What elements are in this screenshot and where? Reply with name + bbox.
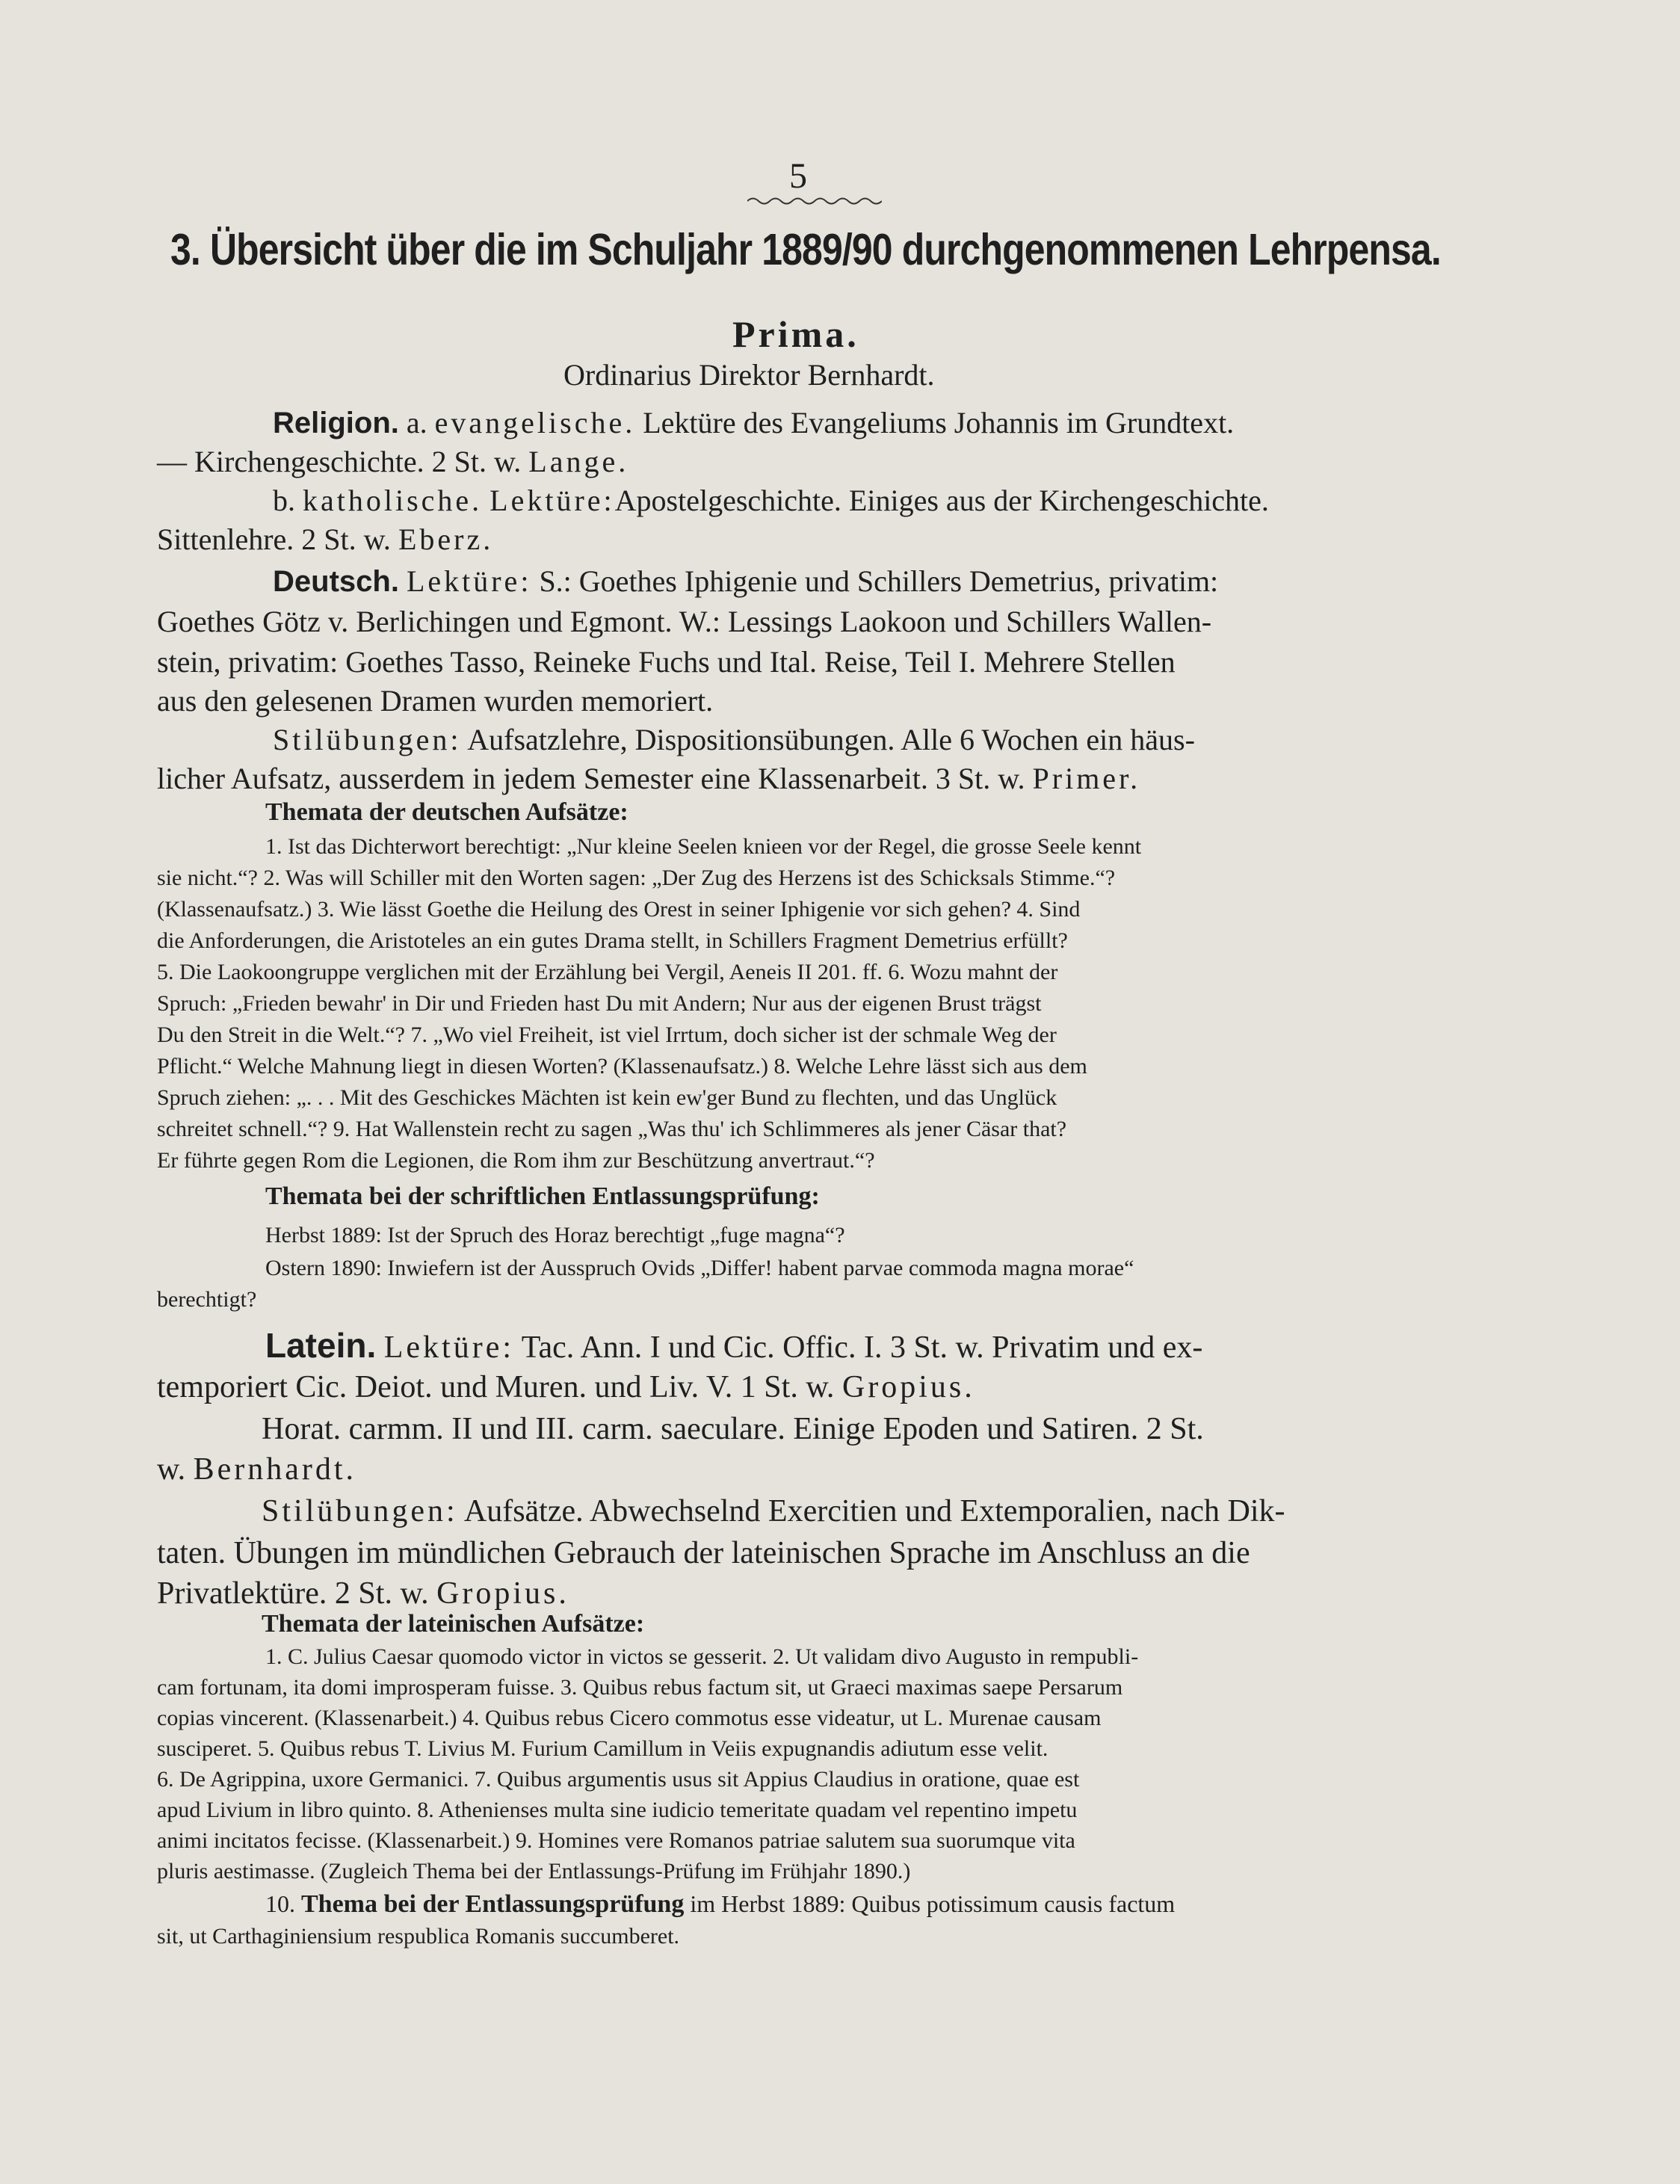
teacher-name: Eberz. <box>398 522 494 556</box>
latein-label: Latein. <box>265 1326 377 1365</box>
latein-line-2: temporiert Cic. Deiot. und Muren. und Liv. V. 1 St. w. Gropius. <box>157 1370 975 1404</box>
teacher-name: Gropius. <box>436 1576 569 1611</box>
teacher-name: Gropius. <box>841 1370 975 1404</box>
religion-line-4: Sittenlehre. 2 St. w. Eberz. <box>157 522 494 556</box>
themata-line: schreitet schnell.“? 9. Hat Wallenstein recht zu sagen „Was thu' ich Schlimmeres als jener Cäsar that? <box>157 1117 1067 1141</box>
deutsch-stil-line-2: licher Aufsatz, ausserdem in jedem Semester eine Klassenarbeit. 3 St. w. Primer. <box>157 762 1141 795</box>
themata-line: Spruch ziehen: „. . . Mit des Geschickes Mächten ist kein ew'ger Bund zu flechten, und das Unglück <box>157 1085 1057 1110</box>
religion-line-3: b. katholische. Lektüre:Apostelgeschichte. Einiges aus der Kirchengeschichte. <box>273 484 1269 517</box>
deutsch-exam-line: Ostern 1890: Inwiefern ist der Ausspruch Ovids „Differ! habent parvae commoda magna morae“ <box>265 1256 1134 1280</box>
themata-line: 6. De Agrippina, uxore Germanici. 7. Quibus argumentis usus sit Appius Claudius in oratione, quae est <box>157 1767 1080 1792</box>
deutsch-line-2: Goethes Götz v. Berlichingen und Egmont. W.: Lessings Laokoon und Schillers Wallen- <box>157 605 1212 638</box>
latein-stil-line-3: Privatlektüre. 2 St. w. Gropius. <box>157 1576 569 1611</box>
themata-line: Er führte gegen Rom die Legionen, die Rom ihm zur Beschützung anvertraut.“? <box>157 1148 875 1173</box>
themata-line: apud Livium in libro quinto. 8. Athenienses multa sine iudicio temeritate quadam vel repentino impetu <box>157 1798 1078 1822</box>
themata-line: die Anforderungen, die Aristoteles an ein gutes Drama stellt, in Schillers Fragment Demetrius erfüllt? <box>157 928 1068 953</box>
teacher-name: Bernhardt. <box>193 1452 357 1487</box>
themata-line: susciperet. 5. Quibus rebus T. Livius M. Furium Camillum in Veiis expugnandis adiutum esse velit. <box>157 1736 1049 1761</box>
page-number-ornament <box>747 196 882 206</box>
themata-line: 5. Die Laokoongruppe verglichen mit der Erzählung bei Vergil, Aeneis II 201. ff. 6. Wozu mahnt der <box>157 960 1058 984</box>
page-number: 5 <box>789 156 807 196</box>
latein-stil-line-1: Stilübungen: Aufsätze. Abwechselnd Exercitien und Extemporalien, nach Dik- <box>262 1494 1285 1529</box>
ordinarius-line: Ordinarius Direktor Bernhardt. <box>563 358 935 392</box>
deutsch-exam-heading: Themata bei der schriftlichen Entlassungsprüfung: <box>265 1182 820 1210</box>
deutsch-exam-line: Herbst 1889: Ist der Spruch des Horaz berechtigt „fuge magna“? <box>265 1223 845 1247</box>
latein-themata-heading: Themata der lateinischen Aufsätze: <box>262 1610 645 1638</box>
themata-line: sie nicht.“? 2. Was will Schiller mit den Worten sagen: „Der Zug des Herzens ist des Schicksals Stimme.“? <box>157 866 1116 890</box>
section-heading: 3. Übersicht über die im Schuljahr 1889/90 durchgenommenen Lehrpensa. <box>170 225 1441 274</box>
themata-line: 1. C. Julius Caesar quomodo victor in victos se gesserit. 2. Ut validam divo Augusto in rempubli- <box>265 1644 1139 1669</box>
religion-line-1: Religion. a. evangelische. Lektüre des Evangeliums Johannis im Grundtext. <box>273 406 1235 439</box>
latein-line-1: Latein. Lektüre: Tac. Ann. I und Cic. Offic. I. 3 St. w. Privatim und ex- <box>265 1326 1203 1365</box>
themata-line: copias vincerent. (Klassenarbeit.) 4. Quibus rebus Cicero commotus esse videatur, ut L. Murenae causam <box>157 1706 1102 1730</box>
deutsch-line-3: stein, privatim: Goethes Tasso, Reineke Fuchs und Ital. Reise, Teil I. Mehrere Stellen <box>157 645 1176 679</box>
religion-line-2: — Kirchengeschichte. 2 St. w. Lange. <box>157 445 629 478</box>
themata-line: 1. Ist das Dichterwort berechtigt: „Nur kleine Seelen knieen vor der Regel, die grosse Seele kennt <box>265 834 1142 859</box>
class-title: Prima. <box>732 313 859 355</box>
themata-line: Spruch: „Frieden bewahr' in Dir und Frieden hast Du mit Andern; Nur aus der eigenen Brust trägst <box>157 991 1042 1016</box>
teacher-name: Primer. <box>1032 762 1141 795</box>
themata-line: animi incitatos fecisse. (Klassenarbeit.) 9. Homines vere Romanos patriae salutem sua suorumque vita <box>157 1828 1075 1853</box>
deutsch-line-4: aus den gelesenen Dramen wurden memoriert. <box>157 684 714 718</box>
deutsch-stil-line-1: Stilübungen: Aufsatzlehre, Dispositionsübungen. Alle 6 Wochen ein häus- <box>273 723 1195 756</box>
themata-line: Pflicht.“ Welche Mahnung liegt in diesen Worten? (Klassenaufsatz.) 8. Welche Lehre lässt sich aus dem <box>157 1054 1087 1079</box>
deutsch-label: Deutsch. <box>273 565 399 598</box>
themata-line: cam fortunam, ita domi improsperam fuisse. 3. Quibus rebus factum sit, ut Graeci maximas saepe Persarum <box>157 1675 1123 1700</box>
latein-line-4: w. Bernhardt. <box>157 1452 357 1487</box>
teacher-name: Lange. <box>528 445 629 478</box>
deutsch-line-1: Deutsch. Lektüre: S.: Goethes Iphigenie und Schillers Demetrius, privatim: <box>273 564 1219 598</box>
deutsch-themata-heading: Themata der deutschen Aufsätze: <box>265 798 629 826</box>
religion-label: Religion. <box>273 407 399 439</box>
deutsch-exam-line: berechtigt? <box>157 1287 257 1312</box>
latein-exam-line-2: sit, ut Carthaginiensium respublica Romanis succumberet. <box>157 1924 680 1949</box>
themata-line: (Klassenaufsatz.) 3. Wie lässt Goethe die Heilung des Orest in seiner Iphigenie vor sich gehen? 4. Sind <box>157 897 1081 922</box>
themata-line: pluris aestimasse. (Zugleich Thema bei der Entlassungs-Prüfung im Frühjahr 1890.) <box>157 1859 911 1884</box>
latein-exam-line-1: 10. Thema bei der Entlassungsprüfung im Herbst 1889: Quibus potissimum causis factum <box>265 1890 1176 1918</box>
themata-line: Du den Streit in die Welt.“? 7. „Wo viel Freiheit, ist viel Irrtum, doch sicher ist der schmale Weg der <box>157 1022 1057 1047</box>
latein-stil-line-2: taten. Übungen im mündlichen Gebrauch der lateinischen Sprache im Anschluss an die <box>157 1536 1250 1570</box>
latein-line-3: Horat. carmm. II und III. carm. saeculare. Einige Epoden und Satiren. 2 St. <box>262 1412 1204 1446</box>
